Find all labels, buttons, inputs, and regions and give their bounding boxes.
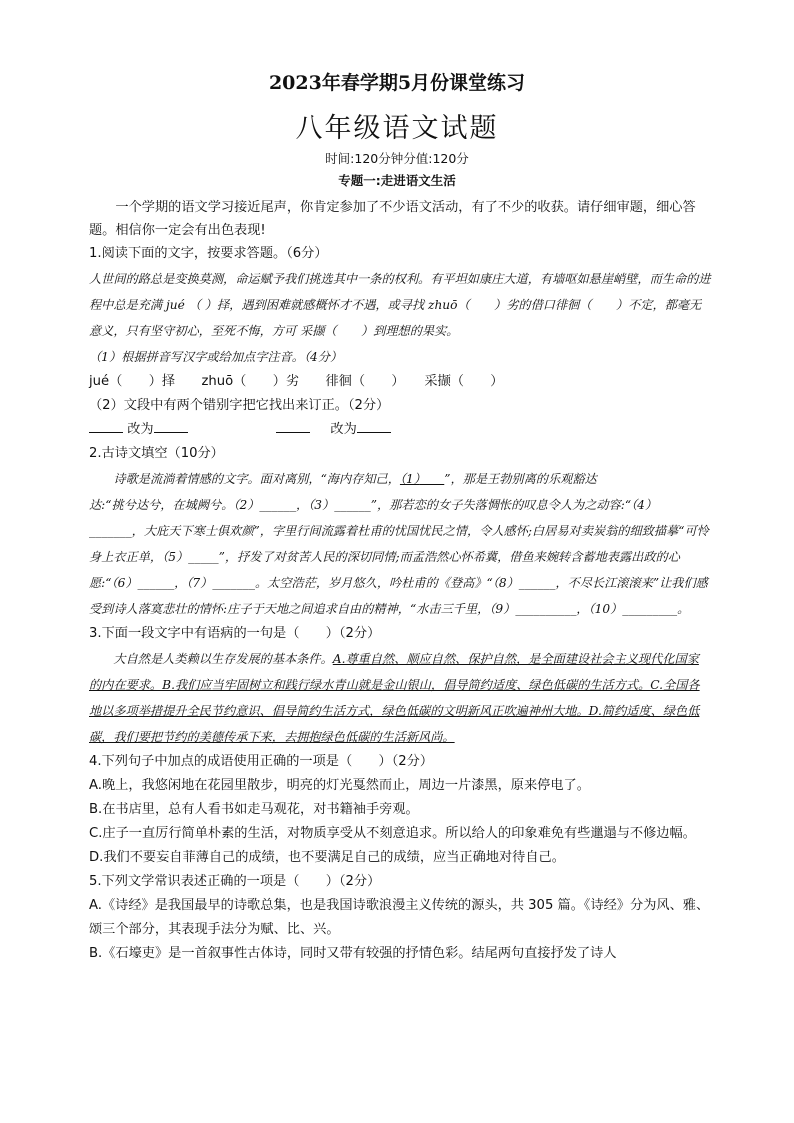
exam-title: 2023年春学期5月份课堂练习 [268, 72, 526, 94]
q5-option-a: A.《诗经》是我国最早的诗歌总集，也是我国诗歌浪漫主义传统的源头，共 305 篇。《诗经》分为风、雅、颂三个部分，其表现手法分为赋、比、兴。 [89, 898, 710, 937]
q4-option-c: C.庄子一直厉行简单朴素的生活，对物质享受从不刻意追求。所以给人的印象难免有些邋遢与不修边幅。 [89, 826, 696, 841]
q5-option-b: B.《石壕吏》是一首叙事性古体诗，同时又带有较强的抒情色彩。结尾两句直接抒发了诗人 [89, 946, 617, 961]
correct-label: 改为 [127, 422, 154, 437]
exam-subtitle: 八年级语文试题 [295, 113, 499, 144]
exam-body [89, 196, 711, 966]
q1-correction-line [89, 418, 711, 442]
q1-fill-line: jué（ ）择 zhuō（ ）劣 徘徊（ ） 采撷（ ） [89, 374, 504, 389]
correction-blank[interactable] [154, 432, 188, 433]
correction-blank[interactable] [276, 432, 310, 433]
q1-passage: 人世间的路总是变换莫测，命运赋予我们挑选其中一条的权利。有平坦如康庄大道，有墙呕如悬崖峭壁，而生命的进程中总是充满 jué （ ）择，遇到困难就感概怀才不遇，或寻找 zhuō（ ）劣的借口徘徊（ ）不定，都毫无意义，只有坚守初心，至死不悔，方可 采撷（ ）到理想的果实。 [89, 272, 711, 338]
q2-heading: 2.古诗文填空（10分） [89, 446, 224, 461]
q1-sub2: （2）文段中有两个错别字把它找出来订正。（2分） [89, 398, 390, 413]
q2-line1: 诗歌是流淌着情感的文字。面对离别，“海内存知己，（1） ”，那是王勃别离的乐观豁达 [113, 472, 597, 486]
q4-option-a: A.晚上，我悠闲地在花园里散步，明亮的灯光戛然而止，周边一片漆黑，原来停电了。 [89, 778, 590, 793]
q1-sub1: （1）根据拼音写汉字或给加点字注音。（4分） [89, 350, 343, 364]
q1-heading: 1.阅读下面的文字，按要求答题。（6分） [89, 246, 328, 261]
correction-blank[interactable] [357, 432, 391, 433]
correct-label: 改为 [330, 422, 357, 437]
q4-heading: 4.下列句子中加点的成语使用正确的一项是（ ）（2分） [89, 754, 434, 769]
intro-paragraph: 一个学期的语文学习接近尾声，你肯定参加了不少语文活动，有了不少的收获。请仔细审题，细心答题。相信你一定会有出色表现! [89, 200, 696, 238]
q4-option-b: B.在书店里，总有人看书如走马观花，对书籍袖手旁观。 [89, 802, 419, 817]
q5-heading: 5.下列文学常识表述正确的一项是（ ）（2分） [89, 874, 381, 889]
correction-blank[interactable] [89, 432, 123, 433]
q3-passage: 大自然是人类赖以生存发展的基本条件。A.尊重自然、顺应自然、保护自然，是全面建设社会主义现代化国家的内在要求。B.我们应当牢固树立和践行绿水青山就是金山银山，倡导简约适度、绿色低碳的生活方式。C.全国各地以多项举措提升全民节约意识、倡导简约生活方式，绿色低碳的文明新风正吹遍神州大地。D.简约适度、绿色低碳，我们要把节约的美德传承下来，去拥抱绿色低碳的生活新风尚。 [89, 652, 700, 744]
exam-meta: 时间:120分钟分值:120分 [325, 151, 469, 166]
q3-heading: 3.下面一段文字中有语病的一句是（ ）（2分） [89, 626, 381, 641]
q2-passage: 达:“挑兮达兮，在城阙兮。（2）______，（3）______”，那若恋的女子失落惆怅的叹息令人为之动容:“（4）_______，大庇天下寒士俱欢颜”，字里行间流露着杜甫的忧国忧民之情，令人感怀;白居易对卖炭翁的细致描摹“可怜身上衣正单，（5）_____”，抒发了对贫苦人民的深切同情;而孟浩然心怀希冀，借鱼来婉转含蓄地表露出政的心愿:“（6）______，（7）_______。太空浩茫，岁月悠久，吟杜甫的《登高》“（8）______，不尽长江滚滚来”让我们感受到诗人落寞悲壮的情怀:庄子于天地之间追求自由的精神，“水击三千里，（9）__________，（10）_________。 [89, 498, 709, 616]
q4-option-d: D.我们不要妄自菲薄自己的成绩，也不要满足自己的成绩，应当正确地对待自己。 [89, 850, 565, 865]
topic-heading: 专题一:走进语文生活 [338, 173, 456, 188]
